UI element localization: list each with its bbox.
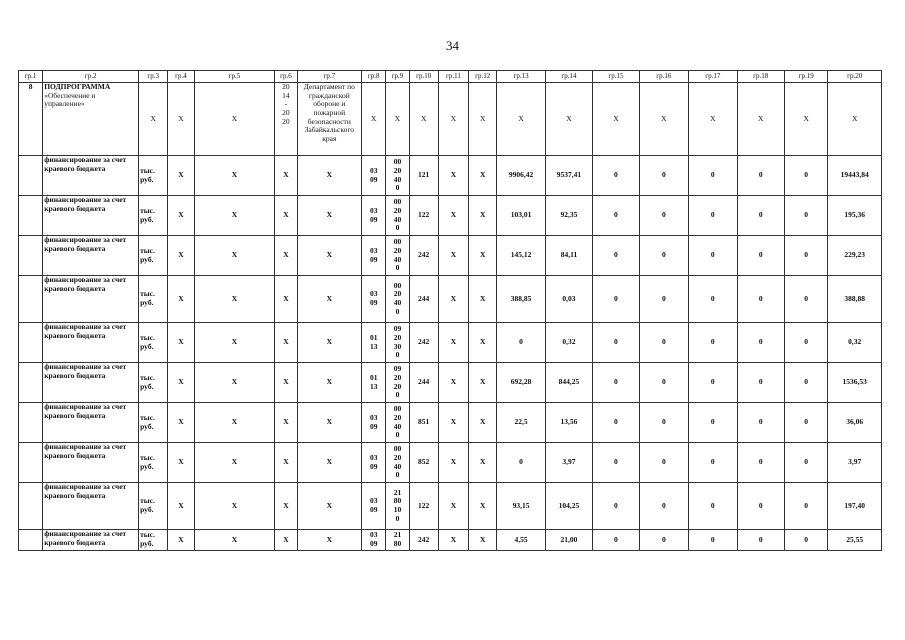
target-article-code	[386, 403, 409, 443]
column-header: гр.16	[639, 71, 688, 83]
value-g13: 103,01	[497, 196, 545, 236]
target-article-code	[386, 196, 409, 236]
cell-g9: Х	[386, 83, 409, 156]
cell-g12: Х	[469, 276, 497, 323]
cell-g6: Х	[275, 236, 297, 276]
expense-type-code: 121	[409, 156, 438, 196]
cell-g5: Х	[194, 363, 275, 403]
value-g16: 0	[639, 276, 688, 323]
cell-g12: Х	[469, 323, 497, 363]
value-g17: 0	[689, 483, 737, 530]
value-g19: 0	[784, 323, 827, 363]
section-code	[362, 276, 386, 323]
cell-g6: Х	[275, 403, 297, 443]
section-code-text: 03 09	[369, 530, 378, 548]
section-code	[362, 443, 386, 483]
value-g17: 0	[689, 403, 737, 443]
value-g16: 0	[639, 323, 688, 363]
value-g18: 0	[737, 236, 784, 276]
value-g18: 0	[737, 156, 784, 196]
section-code-text: 01 13	[369, 372, 378, 391]
table-row	[19, 323, 882, 363]
cell-g7: Х	[297, 403, 362, 443]
cell-g12: Х	[469, 196, 497, 236]
cell-g6: Х	[275, 530, 297, 551]
column-header: гр.11	[438, 71, 468, 83]
expense-type-code: 122	[409, 483, 438, 530]
total-g20: 1536,53	[828, 363, 882, 403]
unit: тыс. руб.	[139, 196, 168, 236]
expense-type-code: 242	[409, 236, 438, 276]
column-header: гр.13	[497, 71, 545, 83]
value-g15: 0	[593, 196, 639, 236]
table-row	[19, 483, 882, 530]
target-article-code-text: 00 20 40 0	[393, 404, 402, 440]
table-row	[19, 443, 882, 483]
value-g19: 0	[784, 363, 827, 403]
subprogram-number: 8	[19, 83, 43, 156]
column-header: гр.17	[689, 71, 737, 83]
value-g16: 0	[639, 403, 688, 443]
cell-g7: Х	[297, 236, 362, 276]
column-header: гр.14	[545, 71, 592, 83]
value-g13: 4,55	[497, 530, 545, 551]
column-header: гр.1	[19, 71, 43, 83]
cell-g18: Х	[737, 83, 784, 156]
value-g19: 0	[784, 403, 827, 443]
cell-g5: Х	[194, 156, 275, 196]
subprogram-title: ПОДПРОГРАММА	[44, 82, 111, 91]
value-g14: 92,35	[545, 196, 592, 236]
cell-g6: Х	[275, 196, 297, 236]
total-g20: 229,23	[828, 236, 882, 276]
cell-g4: Х	[168, 196, 194, 236]
cell-g4: Х	[168, 236, 194, 276]
cell-g12: Х	[469, 83, 497, 156]
value-g15: 0	[593, 323, 639, 363]
table-row	[19, 276, 882, 323]
cell-g1	[19, 530, 43, 551]
cell-g11: Х	[438, 156, 468, 196]
value-g18: 0	[737, 363, 784, 403]
cell-g1	[19, 323, 43, 363]
value-g14: 9537,41	[545, 156, 592, 196]
cell-g17: Х	[689, 83, 737, 156]
header-row	[19, 71, 882, 83]
cell-g7: Х	[297, 530, 362, 551]
column-header: гр.7	[297, 71, 362, 83]
total-g20: 3,97	[828, 443, 882, 483]
section-code-text: 03 09	[369, 496, 378, 514]
value-g13: 9906,42	[497, 156, 545, 196]
subprogram-row	[19, 83, 882, 156]
value-g19: 0	[784, 483, 827, 530]
expense-type-code: 242	[409, 323, 438, 363]
value-g13: 22,5	[497, 403, 545, 443]
value-g17: 0	[689, 443, 737, 483]
cell-g5: Х	[194, 443, 275, 483]
value-g17: 0	[689, 156, 737, 196]
cell-g6: Х	[275, 276, 297, 323]
cell-g10: Х	[409, 83, 438, 156]
unit: тыс. руб.	[139, 483, 168, 530]
target-article-code	[386, 276, 409, 323]
funding-source: финансирование за счет краевого бюджета	[43, 196, 139, 236]
cell-g6: Х	[275, 156, 297, 196]
cell-g1	[19, 483, 43, 530]
value-g15: 0	[593, 403, 639, 443]
section-code-text: 03 09	[369, 452, 378, 471]
cell-g4: Х	[168, 443, 194, 483]
target-article-code-text: 00 20 40 0	[393, 444, 402, 480]
cell-g19: Х	[784, 83, 827, 156]
column-header: гр.10	[409, 71, 438, 83]
cell-g5: Х	[194, 236, 275, 276]
value-g17: 0	[689, 236, 737, 276]
section-code	[362, 483, 386, 530]
cell-department: Департамент по гражданской обороне и пожарной безопасности Забайкальского края	[297, 83, 362, 156]
cell-g5: Х	[194, 276, 275, 323]
funding-source: финансирование за счет краевого бюджета	[43, 483, 139, 530]
cell-g11: Х	[438, 83, 468, 156]
unit: тыс. руб.	[139, 323, 168, 363]
value-g16: 0	[639, 443, 688, 483]
section-code-text: 03 09	[369, 165, 378, 184]
cell-g4: Х	[168, 530, 194, 551]
cell-g11: Х	[438, 196, 468, 236]
target-article-code	[386, 443, 409, 483]
cell-g20: Х	[828, 83, 882, 156]
cell-g3: Х	[139, 83, 168, 156]
value-g17: 0	[689, 363, 737, 403]
unit: тыс. руб.	[139, 276, 168, 323]
value-g16: 0	[639, 530, 688, 551]
cell-g4: Х	[168, 276, 194, 323]
section-code	[362, 403, 386, 443]
cell-g5: Х	[194, 530, 275, 551]
cell-g11: Х	[438, 276, 468, 323]
cell-g7: Х	[297, 276, 362, 323]
value-g14: 0,32	[545, 323, 592, 363]
cell-g15: Х	[593, 83, 639, 156]
cell-g5: Х	[194, 403, 275, 443]
column-header: гр.8	[362, 71, 386, 83]
value-g18: 0	[737, 196, 784, 236]
value-g19: 0	[784, 156, 827, 196]
table-row	[19, 403, 882, 443]
value-g15: 0	[593, 236, 639, 276]
target-article-code-text: 00 20 40 0	[393, 280, 402, 316]
cell-g1	[19, 276, 43, 323]
value-g16: 0	[639, 363, 688, 403]
value-g18: 0	[737, 483, 784, 530]
funding-source: финансирование за счет краевого бюджета	[43, 530, 139, 551]
cell-g6: Х	[275, 483, 297, 530]
cell-g5: Х	[194, 196, 275, 236]
total-g20: 0,32	[828, 323, 882, 363]
subprogram-name	[43, 83, 139, 156]
cell-g1	[19, 236, 43, 276]
value-g14: 104,25	[545, 483, 592, 530]
funding-source: финансирование за счет краевого бюджета	[43, 236, 139, 276]
cell-g7: Х	[297, 323, 362, 363]
funding-source: финансирование за счет краевого бюджета	[43, 323, 139, 363]
column-header: гр.4	[168, 71, 194, 83]
value-g13: 0	[497, 443, 545, 483]
cell-g7: Х	[297, 483, 362, 530]
cell-g1	[19, 196, 43, 236]
cell-g12: Х	[469, 483, 497, 530]
page-number: 34	[446, 38, 459, 53]
target-article-code-text: 00 20 40 0	[393, 237, 402, 273]
section-code-text: 03 09	[369, 289, 378, 307]
target-article-code-text: 00 20 40 0	[393, 197, 402, 233]
section-code-text: 03 09	[369, 245, 378, 264]
section-code	[362, 156, 386, 196]
value-g15: 0	[593, 276, 639, 323]
column-header: гр.15	[593, 71, 639, 83]
cell-g4: Х	[168, 483, 194, 530]
cell-g1	[19, 403, 43, 443]
budget-table	[18, 70, 882, 551]
column-header: гр.12	[469, 71, 497, 83]
column-header: гр.18	[737, 71, 784, 83]
target-article-code	[386, 530, 409, 551]
cell-g5: Х	[194, 83, 275, 156]
value-g14: 0,03	[545, 276, 592, 323]
value-g13: 145,12	[497, 236, 545, 276]
value-g16: 0	[639, 196, 688, 236]
unit: тыс. руб.	[139, 403, 168, 443]
cell-g7: Х	[297, 443, 362, 483]
expense-type-code: 851	[409, 403, 438, 443]
value-g15: 0	[593, 156, 639, 196]
value-g14: 13,56	[545, 403, 592, 443]
value-g13: 692,28	[497, 363, 545, 403]
total-g20: 197,40	[828, 483, 882, 530]
unit: тыс. руб.	[139, 363, 168, 403]
value-g16: 0	[639, 483, 688, 530]
value-g18: 0	[737, 530, 784, 551]
total-g20: 36,06	[828, 403, 882, 443]
cell-g12: Х	[469, 236, 497, 276]
column-header: гр.6	[275, 71, 297, 83]
funding-source: финансирование за счет краевого бюджета	[43, 156, 139, 196]
cell-g11: Х	[438, 236, 468, 276]
target-article-code	[386, 236, 409, 276]
cell-g11: Х	[438, 363, 468, 403]
expense-type-code: 244	[409, 276, 438, 323]
table-row	[19, 236, 882, 276]
column-header: гр.3	[139, 71, 168, 83]
value-g19: 0	[784, 530, 827, 551]
cell-g1	[19, 156, 43, 196]
target-article-code	[386, 363, 409, 403]
value-g15: 0	[593, 363, 639, 403]
cell-g11: Х	[438, 443, 468, 483]
unit: тыс. руб.	[139, 530, 168, 551]
table-row	[19, 156, 882, 196]
value-g17: 0	[689, 530, 737, 551]
value-g18: 0	[737, 276, 784, 323]
cell-g8: Х	[362, 83, 386, 156]
cell-g14: Х	[545, 83, 592, 156]
section-code	[362, 236, 386, 276]
section-code	[362, 196, 386, 236]
target-article-code	[386, 156, 409, 196]
expense-type-code: 244	[409, 363, 438, 403]
cell-g6: Х	[275, 323, 297, 363]
value-g13: 93,15	[497, 483, 545, 530]
section-code-text: 01 13	[369, 332, 378, 351]
target-article-code-text: 09 20 20 0	[393, 364, 402, 400]
cell-g6: Х	[275, 443, 297, 483]
cell-g12: Х	[469, 156, 497, 196]
column-header: гр.9	[386, 71, 409, 83]
cell-g11: Х	[438, 323, 468, 363]
years-text: 20 14 - 20 20	[282, 82, 290, 126]
value-g13: 388,85	[497, 276, 545, 323]
section-code-text: 03 09	[369, 412, 378, 431]
total-g20: 19443,84	[828, 156, 882, 196]
value-g14: 844,25	[545, 363, 592, 403]
cell-g1	[19, 363, 43, 403]
cell-g13: Х	[497, 83, 545, 156]
column-header: гр.2	[43, 71, 139, 83]
value-g16: 0	[639, 236, 688, 276]
table-row	[19, 196, 882, 236]
subprogram-label: «Обеспечение и управление»	[44, 90, 96, 109]
cell-g12: Х	[469, 363, 497, 403]
value-g17: 0	[689, 323, 737, 363]
funding-source: финансирование за счет краевого бюджета	[43, 443, 139, 483]
target-article-code	[386, 323, 409, 363]
section-code	[362, 363, 386, 403]
unit: тыс. руб.	[139, 443, 168, 483]
expense-type-code: 852	[409, 443, 438, 483]
funding-source: финансирование за счет краевого бюджета	[43, 363, 139, 403]
target-article-code-text: 21 80	[393, 530, 402, 548]
column-header: гр.20	[828, 71, 882, 83]
value-g15: 0	[593, 530, 639, 551]
cell-g11: Х	[438, 403, 468, 443]
value-g17: 0	[689, 196, 737, 236]
funding-source: финансирование за счет краевого бюджета	[43, 276, 139, 323]
value-g15: 0	[593, 483, 639, 530]
cell-g7: Х	[297, 156, 362, 196]
expense-type-code: 122	[409, 196, 438, 236]
column-header: гр.19	[784, 71, 827, 83]
cell-years	[275, 83, 297, 156]
cell-g7: Х	[297, 196, 362, 236]
target-article-code-text: 09 20 30 0	[393, 324, 402, 360]
cell-g4: Х	[168, 363, 194, 403]
cell-g1	[19, 443, 43, 483]
expense-type-code: 242	[409, 530, 438, 551]
cell-g11: Х	[438, 530, 468, 551]
cell-g12: Х	[469, 443, 497, 483]
value-g19: 0	[784, 236, 827, 276]
table-row	[19, 530, 882, 551]
value-g19: 0	[784, 196, 827, 236]
value-g14: 3,97	[545, 443, 592, 483]
cell-g11: Х	[438, 483, 468, 530]
value-g15: 0	[593, 443, 639, 483]
total-g20: 388,88	[828, 276, 882, 323]
value-g19: 0	[784, 443, 827, 483]
cell-g4: Х	[168, 83, 194, 156]
cell-g5: Х	[194, 483, 275, 530]
value-g14: 84,11	[545, 236, 592, 276]
value-g18: 0	[737, 323, 784, 363]
value-g18: 0	[737, 403, 784, 443]
value-g18: 0	[737, 443, 784, 483]
section-code	[362, 530, 386, 551]
table-row	[19, 363, 882, 403]
value-g16: 0	[639, 156, 688, 196]
target-article-code-text: 21 80 10 0	[393, 487, 402, 523]
section-code-text: 03 09	[369, 205, 378, 224]
target-article-code	[386, 483, 409, 530]
total-g20: 25,55	[828, 530, 882, 551]
cell-g4: Х	[168, 403, 194, 443]
cell-g7: Х	[297, 363, 362, 403]
target-article-code-text: 00 20 40 0	[393, 157, 402, 193]
total-g20: 195,36	[828, 196, 882, 236]
unit: тыс. руб.	[139, 236, 168, 276]
value-g19: 0	[784, 276, 827, 323]
cell-g12: Х	[469, 403, 497, 443]
section-code	[362, 323, 386, 363]
cell-g12: Х	[469, 530, 497, 551]
value-g13: 0	[497, 323, 545, 363]
cell-g6: Х	[275, 363, 297, 403]
funding-source: финансирование за счет краевого бюджета	[43, 403, 139, 443]
column-header: гр.5	[194, 71, 275, 83]
cell-g4: Х	[168, 323, 194, 363]
cell-g5: Х	[194, 323, 275, 363]
cell-g4: Х	[168, 156, 194, 196]
unit: тыс. руб.	[139, 156, 168, 196]
cell-g16: Х	[639, 83, 688, 156]
value-g17: 0	[689, 276, 737, 323]
value-g14: 21,00	[545, 530, 592, 551]
